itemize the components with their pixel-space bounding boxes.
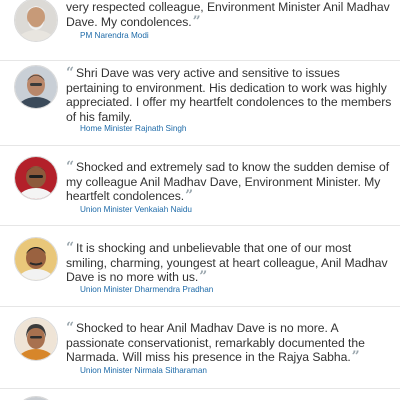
next-avatar-icon [14,396,58,400]
close-quote-icon: ” [351,349,360,365]
open-quote-icon: “ [66,240,75,256]
author-link[interactable]: Union Minister Nirmala Sitharaman [80,366,207,375]
quote-text: “ Shocked to hear Anil Madhav Dave is no more. A passionate conservationist, remarkably documented the Narmada. Will miss his presence in the Rajya Sabha.” [66,320,365,365]
rajnath-singh-avatar-icon [14,65,58,109]
quote-card [0,145,400,226]
quote-text: “ Shocked and extremely sad to know the sudden demise of my colleague Anil Madhav Dave, Environment Minister. My heartfelt condolences.” [66,159,390,204]
dharmendra-pradhan-avatar-icon [14,237,58,281]
close-quote-icon: ” [199,269,208,285]
quote-card [0,0,400,61]
quote-card [0,306,400,389]
open-quote-icon: “ [66,65,75,81]
quote-card [0,225,400,307]
quote-text: “ Shri Dave was very active and sensitive to issues pertaining to environment. His dedication to work was highly appreciated. I offer my heartfelt condolences to the members of his family. [66,65,392,124]
author-link[interactable]: PM Narendra Modi [80,31,149,40]
author-link[interactable]: Union Minister Venkaiah Naidu [80,205,192,214]
author-link[interactable]: Union Minister Dharmendra Pradhan [80,285,214,294]
nirmala-sitharaman-avatar-icon [14,317,58,361]
quote-card [0,61,400,146]
close-quote-icon: ” [192,13,201,30]
quote-text: “ It is shocking and unbelievable that one of our most smiling, charming, youngest at heart colleague, Anil Madhav Dave is no more with us.” [66,240,388,285]
close-quote-icon: ” [185,188,194,204]
quote-text: very respected colleague, Environment Minister Anil Madhav Dave. My condolences.” [66,0,390,30]
author-link[interactable]: Home Minister Rajnath Singh [80,124,187,133]
venkaiah-naidu-avatar-icon [14,156,58,200]
open-quote-icon: “ [66,320,75,336]
open-quote-icon: “ [66,159,75,175]
narendra-modi-avatar-icon [14,0,58,42]
